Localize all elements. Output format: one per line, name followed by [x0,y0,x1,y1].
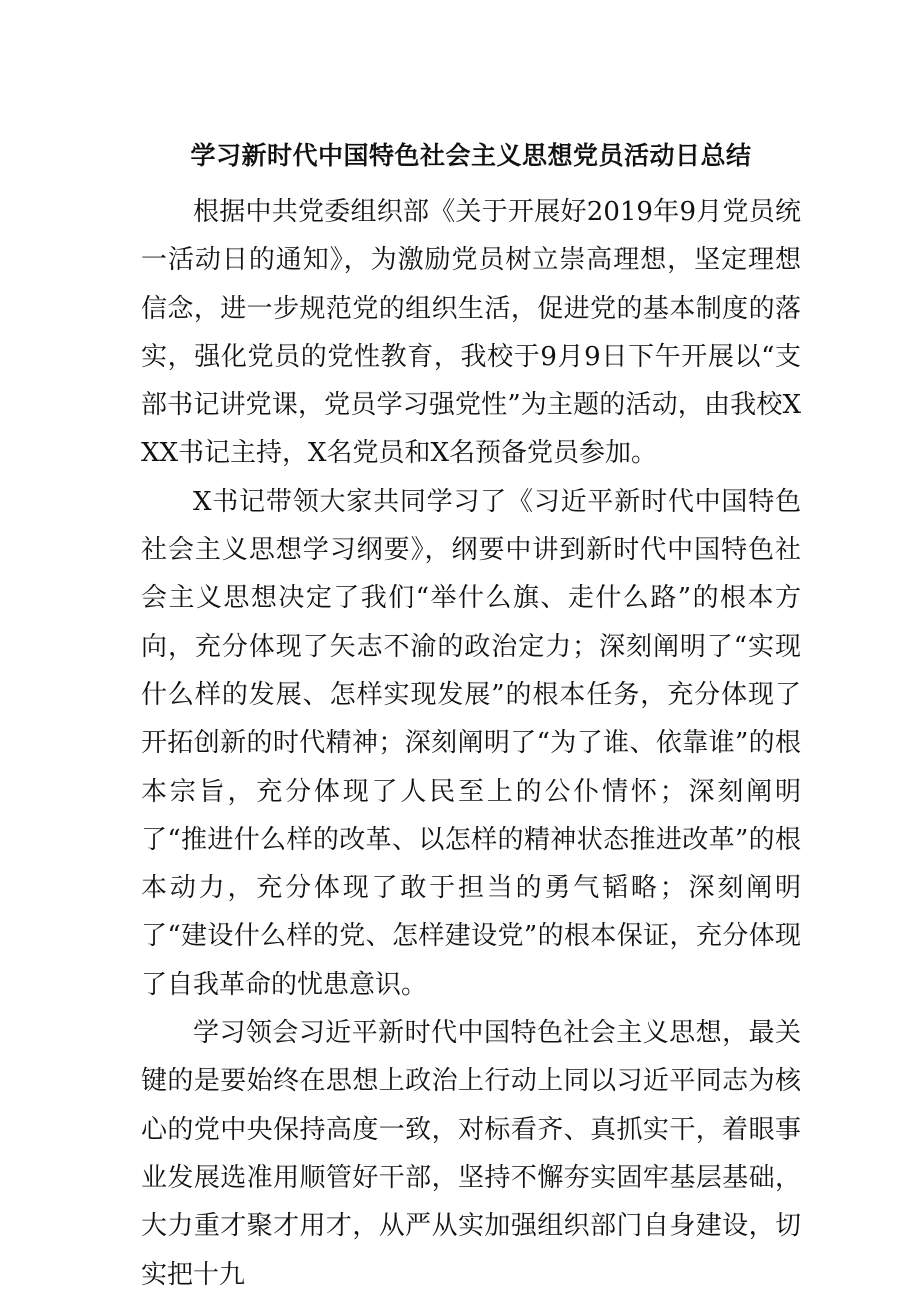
document-body [141,136,801,1299]
paragraph-meeting-overview: 根据中共党委组织部《关于开展好2019年9月党员统一活动日的通知》，为激励党员树立崇高理想，坚定理想信念，进一步规范党的组织生活，促进党的基本制度的落实，强化党员的党性教育，我校于9月9日下午开展以“支部书记讲党课，党员学习强党性”为主题的活动，由我校XXX书记主持，X名党员和X名预备党员参加。 [141,197,801,469]
document-title: 学习新时代中国特色社会主义思想党员活动日总结 [190,141,752,170]
paragraph-study-outline: X书记带领大家共同学习了《习近平新时代中国特色社会主义思想学习纲要》，纲要中讲到新时代中国特色社会主义思想决定了我们“举什么旗、走什么路”的根本方向，充分体现了矢志不渝的政治定力；深刻阐明了“实现什么样的发展、怎样实现发展”的根本任务，充分体现了开拓创新的时代精神；深刻阐明了“为了谁、依靠谁”的根本宗旨，充分体现了人民至上的公仆情怀；深刻阐明了“推进什么样的改革、以怎样的精神状态推进改革”的根本动力，充分体现了敢于担当的勇气韬略；深刻阐明了“建设什么样的党、怎样建设党”的根本保证，充分体现了自我革命的忧患意识。 [141,486,801,1000]
paragraph-key-requirements: 学习领会习近平新时代中国特色社会主义思想，最关键的是要始终在思想上政治上行动上同以习近平同志为核心的党中央保持高度一致，对标看齐、真抓实干，着眼事业发展选准用顺管好干部，坚持不懈夯实固牢基层基础，大力重才聚才用才，从严从实加强组织部门自身建设，切实把十九 [141,1018,801,1290]
